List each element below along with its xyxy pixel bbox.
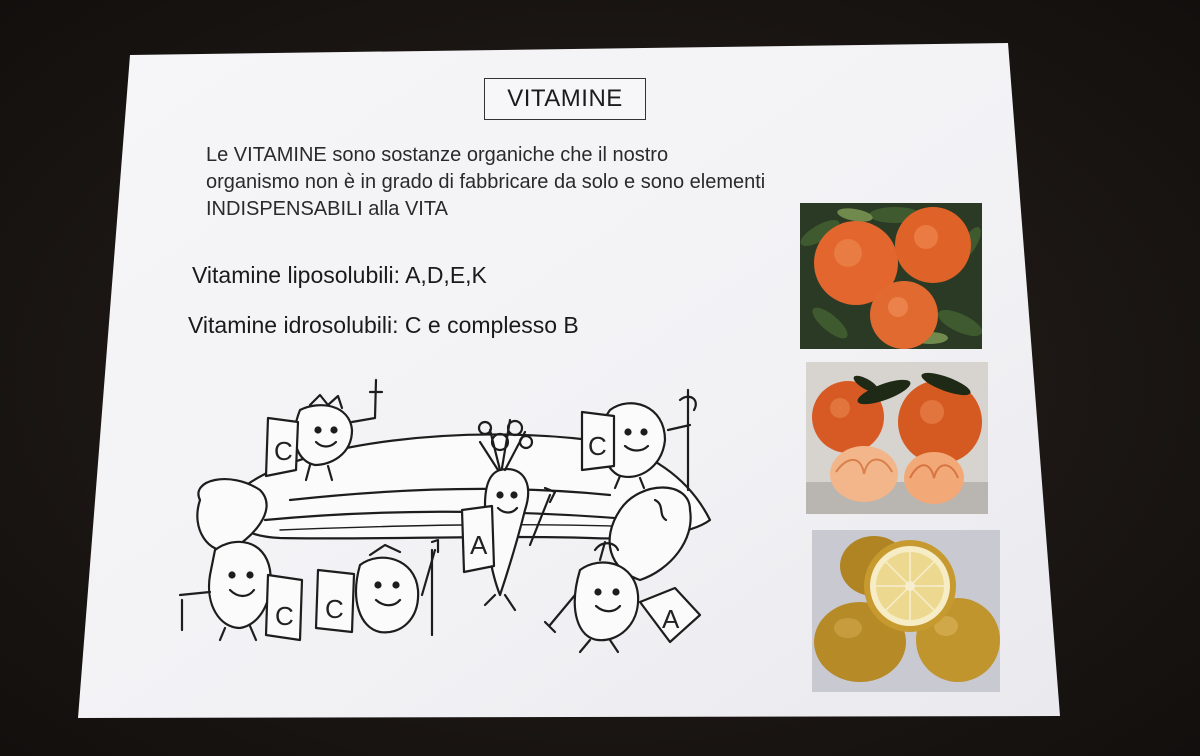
clementines-photo [806, 362, 988, 514]
intro-paragraph [206, 142, 826, 223]
lemons-photo [812, 530, 1000, 692]
shield-label: C [275, 601, 294, 631]
intro-line: Le VITAMINE sono sostanze organiche che il nostro [206, 144, 669, 166]
shield-label: A [662, 604, 680, 634]
liposoluble-vitamins: Vitamine liposolubili: A,D,E,K [192, 262, 487, 288]
shield-label: A [470, 530, 488, 560]
shield-label: C [588, 431, 607, 461]
intro-line: INDISPENSABILI alla VITA [206, 198, 448, 220]
fruit-soldiers-illustration [170, 370, 730, 660]
slide-title: VITAMINE [484, 78, 646, 120]
intro-line: organismo non è in grado di fabbricare da solo e sono elementi [206, 171, 766, 193]
mandarins-photo [800, 203, 982, 349]
hydrosoluble-vitamins: Vitamine idrosolubili: C e complesso B [188, 312, 579, 338]
shield-label: C [325, 594, 344, 624]
shield-label: C [274, 436, 293, 466]
